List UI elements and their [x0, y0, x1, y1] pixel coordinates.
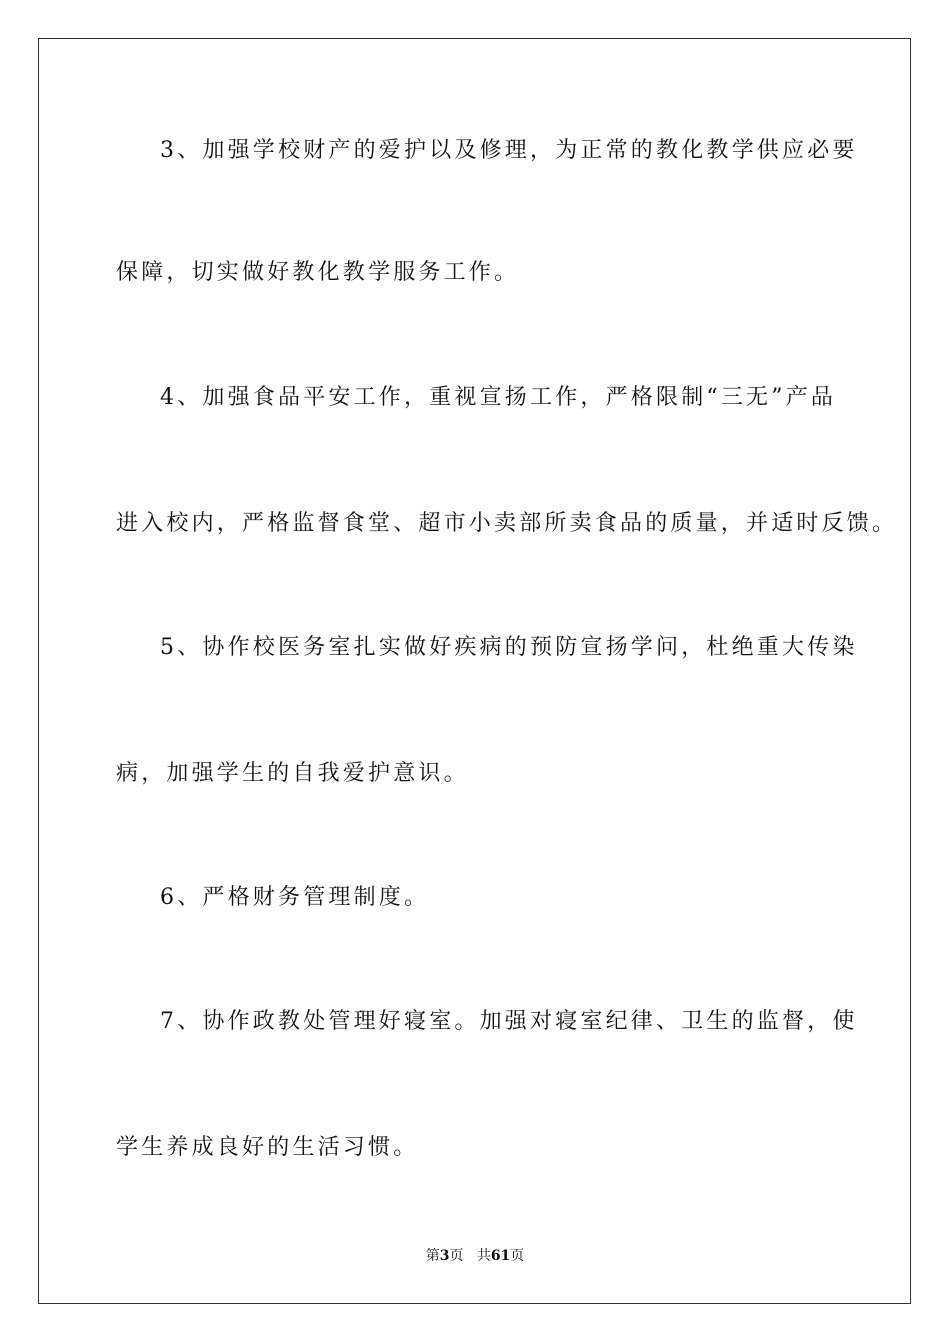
page-number: 3 — [439, 1248, 450, 1264]
page-prefix: 第 — [425, 1248, 440, 1264]
page-frame — [38, 38, 911, 1304]
paragraph-3-line-1: 3、加强学校财产的爱护以及修理，为正常的教化教学供应必要 — [160, 138, 858, 163]
total-suffix: 页 — [510, 1248, 525, 1264]
paragraph-4-line-1: 4、加强食品平安工作，重视宣扬工作，严格限制“三无”产品 — [160, 385, 837, 410]
paragraph-7-line-2: 学生养成良好的生活习惯。 — [116, 1135, 419, 1160]
paragraph-6-line-1: 6、严格财务管理制度。 — [160, 885, 430, 910]
paragraph-7-line-1: 7、协作政教处管理好寝室。加强对寝室纪律、卫生的监督，使 — [160, 1009, 858, 1034]
paragraph-4-line-2: 进入校内，严格监督食堂、超市小卖部所卖食品的质量，并适时反馈。 — [116, 511, 898, 536]
page-footer — [0, 1247, 950, 1265]
page-suffix: 页 — [449, 1248, 464, 1264]
total-pages: 61 — [490, 1248, 511, 1264]
paragraph-3-line-2: 保障，切实做好教化教学服务工作。 — [116, 260, 520, 285]
paragraph-5-line-1: 5、协作校医务室扎实做好疾病的预防宣扬学问，杜绝重大传染 — [160, 635, 858, 660]
total-prefix: 共 — [476, 1248, 491, 1264]
paragraph-5-line-2: 病，加强学生的自我爱护意识。 — [116, 761, 469, 786]
